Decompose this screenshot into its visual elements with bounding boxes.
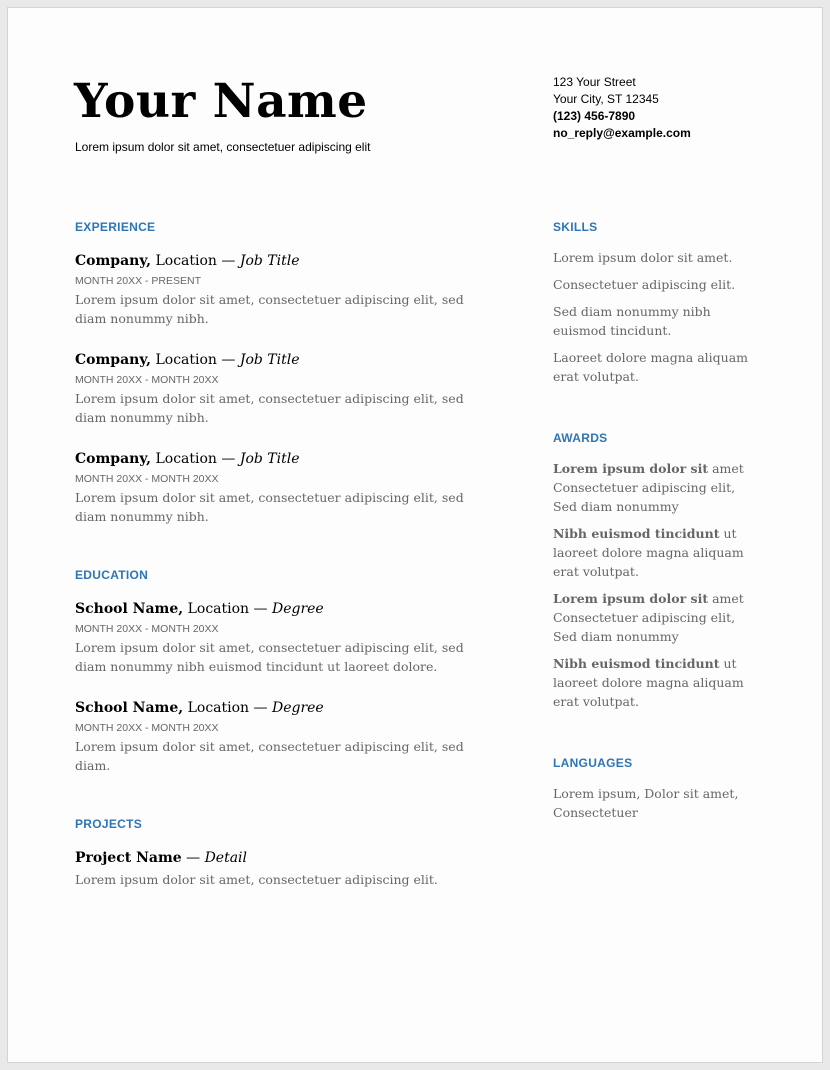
company-name: Company, xyxy=(75,253,152,269)
entry-title xyxy=(75,599,495,619)
awards-list xyxy=(553,459,753,711)
entry-location: Location — xyxy=(151,451,240,467)
project-detail: Detail xyxy=(204,850,248,866)
award-item xyxy=(553,524,753,581)
award-item xyxy=(553,654,753,711)
award-item xyxy=(553,459,753,516)
skills-list xyxy=(553,248,753,386)
award-title: Nibh euismod tincidunt xyxy=(553,656,720,671)
entry-location: Location — xyxy=(183,601,272,617)
languages-list xyxy=(553,784,753,822)
awards-heading: AWARDS xyxy=(553,431,608,445)
award-title: Nibh euismod tincidunt xyxy=(553,526,720,541)
education-entry xyxy=(75,698,495,775)
entry-description: Lorem ipsum dolor sit amet, consectetuer adipiscing elit, sed diam nonummy nibh euismod tincidunt ut laoreet dolore. xyxy=(75,640,464,674)
award-text: amet Consectetuer adipiscing elit, Sed diam nonummy xyxy=(553,461,744,514)
entry-description: Lorem ipsum dolor sit amet, consectetuer adipiscing elit. xyxy=(75,872,438,887)
job-title: Job Title xyxy=(239,451,300,467)
entry-description: Lorem ipsum dolor sit amet, consectetuer adipiscing elit, sed diam nonummy nibh. xyxy=(75,391,464,425)
skill-item: Laoreet dolore magna aliquam erat volutpat. xyxy=(553,350,749,384)
tagline: Lorem ipsum dolor sit amet, consectetuer adipiscing elit xyxy=(75,140,371,154)
languages-text: Lorem ipsum, Dolor sit amet, Consectetuer xyxy=(553,786,739,820)
entry-description: Lorem ipsum dolor sit amet, consectetuer adipiscing elit, sed diam nonummy nibh. xyxy=(75,490,464,524)
award-item xyxy=(553,589,753,646)
experience-entry xyxy=(75,350,495,427)
entry-dates: MONTH 20XX - MONTH 20XX xyxy=(75,374,219,386)
award-title: Lorem ipsum dolor sit xyxy=(553,461,709,476)
entry-dates: MONTH 20XX - PRESENT xyxy=(75,275,202,287)
school-name: School Name, xyxy=(75,601,184,617)
entry-location: Location — xyxy=(151,352,240,368)
project-entry xyxy=(75,848,495,889)
entry-location: Location — xyxy=(183,700,272,716)
company-name: Company, xyxy=(75,451,152,467)
degree: Degree xyxy=(271,700,324,716)
resume-page xyxy=(7,7,823,1063)
entry-title xyxy=(75,251,495,271)
entry-dates: MONTH 20XX - MONTH 20XX xyxy=(75,722,219,734)
job-title: Job Title xyxy=(239,352,300,368)
job-title: Job Title xyxy=(239,253,300,269)
school-name: School Name, xyxy=(75,700,184,716)
award-text: ut laoreet dolore magna aliquam erat volutpat. xyxy=(553,526,744,579)
project-name: Project Name xyxy=(75,850,182,866)
experience-entry xyxy=(75,449,495,526)
main-column xyxy=(75,220,495,889)
entry-description: Lorem ipsum dolor sit amet, consectetuer adipiscing elit, sed diam nonummy nibh. xyxy=(75,292,464,326)
experience-heading: EXPERIENCE xyxy=(75,220,156,234)
entry-title xyxy=(75,698,495,718)
skill-item: Consectetuer adipiscing elit. xyxy=(553,277,736,292)
page-title: Your Name xyxy=(74,74,368,129)
entry-separator: — xyxy=(181,850,205,866)
contact-email: no_reply@example.com xyxy=(553,126,691,140)
education-heading: EDUCATION xyxy=(75,568,149,582)
entry-dates: MONTH 20XX - MONTH 20XX xyxy=(75,623,219,635)
entry-title xyxy=(75,350,495,370)
contact-street: 123 Your Street xyxy=(553,75,636,89)
award-text: ut laoreet dolore magna aliquam erat volutpat. xyxy=(553,656,744,709)
contact-phone: (123) 456-7890 xyxy=(553,109,636,123)
languages-heading: LANGUAGES xyxy=(553,756,633,770)
contact-block xyxy=(553,74,691,142)
award-text: amet Consectetuer adipiscing elit, Sed diam nonummy xyxy=(553,591,744,644)
entry-description: Lorem ipsum dolor sit amet, consectetuer adipiscing elit, sed diam. xyxy=(75,739,464,773)
projects-heading: PROJECTS xyxy=(75,817,143,831)
award-title: Lorem ipsum dolor sit xyxy=(553,591,709,606)
skills-heading: SKILLS xyxy=(553,220,598,234)
entry-title xyxy=(75,848,495,868)
company-name: Company, xyxy=(75,352,152,368)
degree: Degree xyxy=(271,601,324,617)
contact-city: Your City, ST 12345 xyxy=(553,92,659,106)
skill-item: Lorem ipsum dolor sit amet. xyxy=(553,250,733,265)
skill-item: Sed diam nonummy nibh euismod tincidunt. xyxy=(553,304,711,338)
entry-location: Location — xyxy=(151,253,240,269)
side-column xyxy=(553,220,753,822)
entry-title xyxy=(75,449,495,469)
entry-dates: MONTH 20XX - MONTH 20XX xyxy=(75,473,219,485)
experience-entry xyxy=(75,251,495,328)
education-entry xyxy=(75,599,495,676)
